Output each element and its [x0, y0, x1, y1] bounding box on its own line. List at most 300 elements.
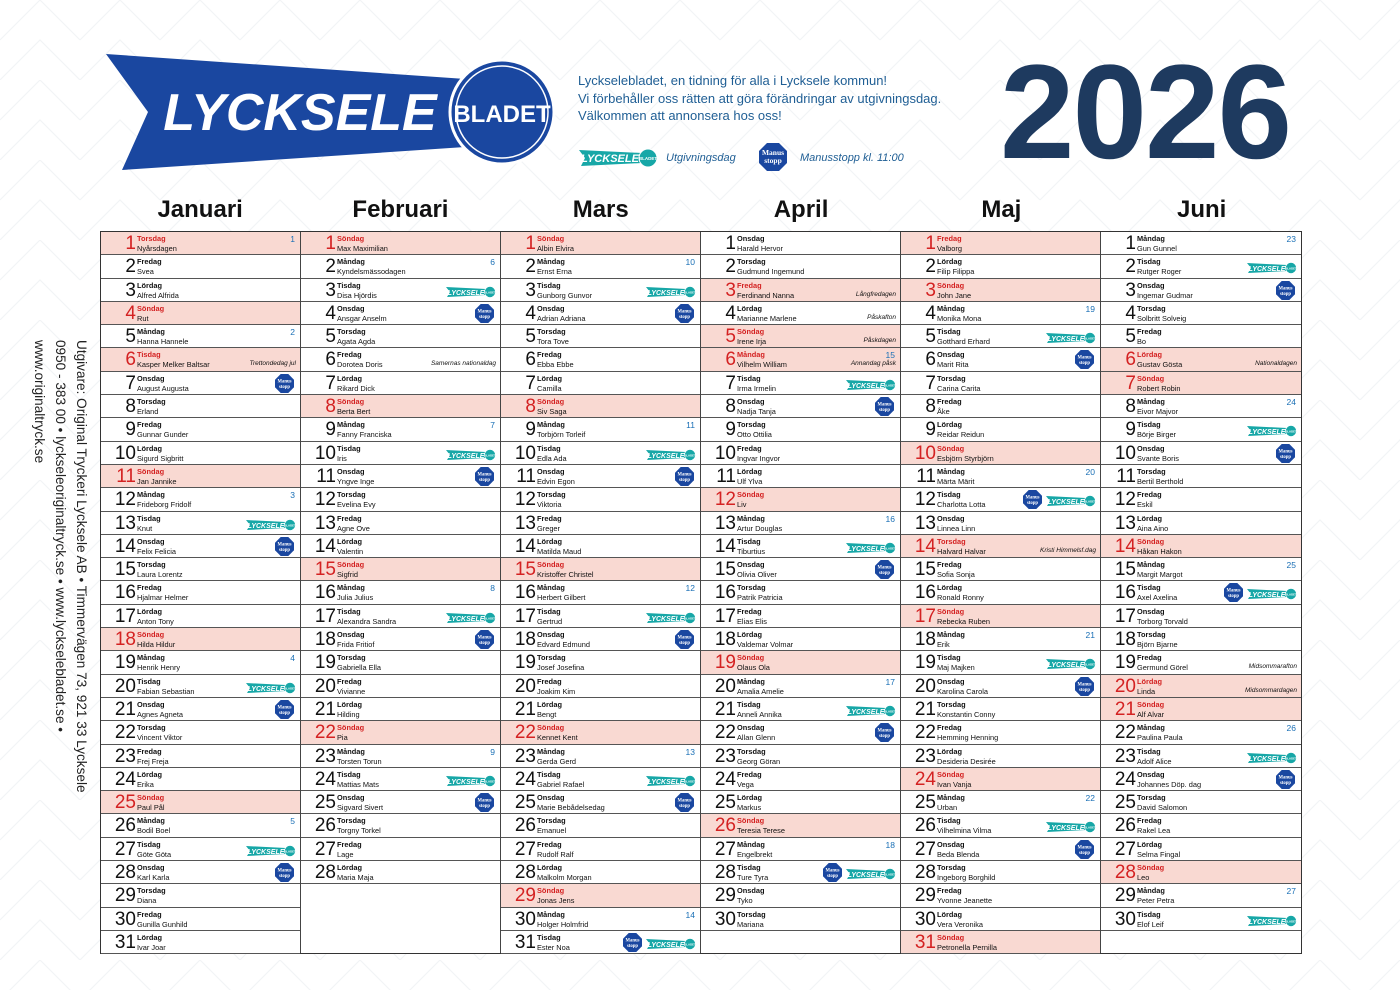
svg-text:LYCKSELE: LYCKSELE [847, 872, 885, 880]
week-number: 3 [290, 490, 295, 501]
name-day: Vilhelm William [737, 360, 787, 370]
svg-text:Manus: Manus [277, 705, 292, 711]
day-number: 14 [914, 535, 936, 557]
svg-text:BLADET: BLADET [1285, 266, 1297, 271]
name-day: Erika [137, 779, 154, 789]
svg-text:BLADET: BLADET [284, 686, 296, 691]
day-number: 6 [325, 349, 336, 371]
svg-text:BLADET: BLADET [884, 383, 896, 388]
weekday-label: Onsdag [537, 793, 565, 803]
svg-text:BLADET: BLADET [684, 453, 696, 458]
deadline-icon [1224, 583, 1243, 602]
info-line-2: Vi förbehåller oss rätten att göra förändringar av utgivningsdag. [578, 90, 942, 106]
weekday-label: Söndag [537, 560, 565, 570]
deadline-icon [275, 537, 294, 556]
day-number: 26 [714, 815, 736, 837]
day-number: 22 [314, 722, 336, 744]
weekday-label: Tisdag [937, 816, 961, 826]
day-cell [1101, 512, 1301, 535]
day-cell [101, 535, 300, 558]
day-cell [101, 768, 300, 791]
month-heading-juni: Juni [1176, 196, 1227, 223]
weekday-label: Tisdag [337, 606, 361, 616]
day-number: 20 [114, 675, 136, 697]
name-day: Adolf Alice [1137, 756, 1172, 766]
holiday-note: Midsommarafton [1248, 663, 1297, 671]
name-day: Olaus Ola [737, 663, 770, 673]
day-number: 1 [325, 233, 336, 254]
deadline-icon [875, 723, 894, 742]
weekday-label: Tisdag [737, 373, 761, 383]
week-number: 10 [685, 257, 695, 268]
day-cell [101, 675, 300, 698]
day-cell [701, 908, 900, 931]
day-cell [701, 348, 900, 371]
week-number: 21 [1085, 630, 1095, 641]
day-number: 2 [725, 256, 736, 278]
name-day: Edvard Edmund [537, 640, 590, 650]
month-column-januari [101, 232, 301, 953]
day-cell [1101, 884, 1301, 907]
publication-day-icon [1046, 820, 1096, 832]
name-day: Otto Ottilia [737, 430, 772, 440]
svg-text:stopp: stopp [278, 384, 291, 390]
holiday-note: Midsommardagen [1244, 686, 1297, 694]
weekday-label: Lördag [737, 303, 763, 313]
svg-text:BLADET: BLADET [884, 709, 896, 714]
day-number: 13 [714, 512, 736, 534]
weekday-label: Fredag [937, 397, 962, 407]
day-number: 26 [914, 815, 936, 837]
week-number: 11 [686, 420, 695, 431]
day-cell [1101, 279, 1301, 302]
info-line-1: Lyckselebladet, en tidning för alla i Lycksele kommun! [578, 73, 888, 88]
week-number: 22 [1085, 793, 1095, 804]
weekday-label: Tisdag [937, 490, 961, 500]
day-number: 31 [914, 931, 936, 953]
weekday-label: Söndag [1137, 863, 1165, 873]
weekday-label: Söndag [937, 932, 965, 942]
weekday-label: Lördag [1137, 839, 1163, 849]
name-day: Henrik Henry [137, 663, 181, 673]
name-day: Konstantin Conny [937, 709, 996, 719]
day-number: 22 [714, 722, 736, 744]
weekday-label: Fredag [937, 234, 962, 243]
name-day: Alf Alvar [1137, 709, 1165, 719]
publisher-address: Utgivare: Original Tryckeri Lycksele AB • Timmervägen 73, 921 33 Lycksele [74, 340, 89, 793]
deadline-icon [875, 560, 894, 579]
weekday-label: Onsdag [1137, 769, 1165, 779]
name-day: Kasper Melker Baltsar [137, 360, 210, 370]
name-day: Maj Majken [937, 663, 975, 673]
svg-text:LYCKSELE: LYCKSELE [247, 685, 285, 693]
day-cell [501, 442, 700, 465]
name-day: Kyndelsmässodagen [337, 267, 406, 277]
day-cell [501, 838, 700, 861]
deadline-icon [275, 700, 294, 719]
day-cell [901, 512, 1100, 535]
name-day: Torsten Torun [337, 756, 382, 766]
name-day: Håkan Hakon [1137, 546, 1182, 556]
day-number: 9 [725, 419, 736, 441]
weekday-label: Lördag [937, 583, 963, 593]
day-number: 10 [514, 442, 536, 464]
publication-day-icon [1046, 331, 1096, 343]
weekday-label: Måndag [937, 793, 965, 803]
day-cell [901, 395, 1100, 418]
name-day: Knut [137, 523, 153, 533]
day-number: 19 [714, 652, 736, 674]
day-number: 8 [525, 396, 536, 418]
name-day: Agne Ove [337, 523, 370, 533]
info-text [578, 72, 978, 125]
svg-text:Manus: Manus [477, 798, 492, 804]
day-number: 11 [716, 465, 736, 487]
weekday-label: Måndag [137, 653, 165, 663]
day-cell [501, 768, 700, 791]
day-cell [101, 698, 300, 721]
name-day: Hjalmar Helmer [137, 593, 189, 603]
day-cell [501, 861, 700, 884]
name-day: Esbjörn Styrbjörn [937, 453, 994, 463]
day-number: 15 [514, 559, 536, 581]
name-day: Diana [137, 896, 157, 906]
svg-text:Manus: Manus [825, 868, 840, 874]
day-cell [1101, 698, 1301, 721]
svg-text:BLADET: BLADET [1084, 499, 1096, 504]
svg-text:BLADET: BLADET [1285, 592, 1297, 597]
weekday-label: Fredag [1137, 327, 1162, 337]
day-cell [1101, 465, 1301, 488]
holiday-note: Kristi Himmelsf.dag [1040, 546, 1096, 554]
day-number: 8 [925, 396, 936, 418]
month-heading-maj: Maj [981, 196, 1022, 223]
day-number: 24 [514, 768, 536, 790]
name-day: Gunnar Gunder [137, 430, 189, 440]
weekday-label: Fredag [137, 583, 162, 593]
day-number: 13 [914, 512, 936, 534]
day-cell [101, 861, 300, 884]
day-number: 30 [114, 908, 136, 930]
name-day: Björn Bjarne [1137, 640, 1178, 650]
day-cell [501, 418, 700, 441]
week-number: 25 [1286, 560, 1296, 571]
day-cell [701, 675, 900, 698]
week-number: 15 [885, 350, 895, 361]
weekday-label: Fredag [1137, 490, 1162, 500]
svg-text:Manus: Manus [877, 728, 892, 734]
day-number: 22 [114, 722, 136, 744]
weekday-label: Onsdag [137, 536, 165, 546]
publication-day-icon [646, 448, 696, 460]
day-cell [901, 931, 1100, 954]
weekday-label: Söndag [337, 723, 365, 733]
day-cell [101, 418, 300, 441]
weekday-label: Onsdag [737, 234, 765, 243]
day-number: 24 [1114, 768, 1136, 790]
weekday-label: Torsdag [1137, 630, 1166, 640]
day-cell [1101, 232, 1301, 255]
publication-day-icon [1046, 494, 1096, 506]
day-number: 17 [514, 605, 536, 627]
day-cell [901, 698, 1100, 721]
day-number: 7 [925, 372, 936, 394]
name-day: Jonas Jens [537, 896, 575, 906]
svg-text:Manus: Manus [277, 379, 292, 385]
day-cell [901, 372, 1100, 395]
day-number: 24 [914, 768, 936, 790]
week-number: 18 [885, 839, 895, 850]
weekday-label: Måndag [337, 746, 365, 756]
weekday-label: Tisdag [1137, 583, 1161, 593]
weekday-label: Söndag [537, 723, 565, 733]
weekday-label: Söndag [137, 630, 165, 640]
day-number: 24 [114, 768, 136, 790]
svg-text:BLADET: BLADET [684, 290, 696, 295]
svg-text:Manus: Manus [477, 635, 492, 641]
name-day: Torborg Torvald [1137, 616, 1188, 626]
weekday-label: Söndag [737, 816, 765, 826]
day-cell [301, 675, 500, 698]
svg-text:LYCKSELE: LYCKSELE [1047, 662, 1085, 670]
day-cell [701, 884, 900, 907]
weekday-label: Lördag [337, 373, 363, 383]
weekday-label: Måndag [137, 327, 165, 337]
weekday-label: Onsdag [137, 863, 165, 873]
month-heading-mars: Mars [572, 196, 629, 223]
day-cell [701, 512, 900, 535]
day-number: 4 [725, 302, 736, 324]
day-cell [101, 745, 300, 768]
weekday-label: Måndag [1137, 886, 1165, 896]
deadline-badge-icon [758, 142, 788, 172]
publication-day-icon [846, 704, 896, 716]
day-cell [901, 814, 1100, 837]
svg-text:LYCKSELE: LYCKSELE [1248, 918, 1286, 926]
publication-day-icon [446, 448, 496, 460]
weekday-label: Måndag [137, 816, 165, 826]
weekday-label: Onsdag [537, 303, 565, 313]
publication-day-icon [1247, 261, 1297, 273]
day-cell [901, 302, 1100, 325]
day-number: 25 [314, 792, 336, 814]
day-cell [701, 791, 900, 814]
day-cell [501, 745, 700, 768]
day-number: 22 [514, 722, 536, 744]
svg-text:LYCKSELE: LYCKSELE [581, 153, 639, 165]
svg-text:LYCKSELE: LYCKSELE [1047, 336, 1085, 344]
day-number: 2 [1125, 256, 1136, 278]
name-day: Olivia Oliver [737, 570, 777, 580]
svg-text:BLADET: BLADET [1084, 662, 1096, 667]
name-day: Valborg [937, 244, 962, 253]
day-cell [101, 348, 300, 371]
weekday-label: Tisdag [337, 443, 361, 453]
day-cell [101, 791, 300, 814]
name-day: Ester Noa [537, 942, 570, 952]
day-cell [1101, 745, 1301, 768]
day-number: 26 [314, 815, 336, 837]
svg-text:stopp: stopp [478, 477, 491, 483]
name-day: Linda [1137, 686, 1156, 696]
weekday-label: Lördag [137, 280, 163, 290]
weekday-label: Söndag [137, 793, 165, 803]
weekday-label: Onsdag [537, 466, 565, 476]
name-day: Mattias Mats [337, 779, 379, 789]
name-day: Ansgar Anselm [337, 313, 387, 323]
day-cell [701, 558, 900, 581]
deadline-icon [1075, 350, 1094, 369]
day-number: 11 [1116, 465, 1136, 487]
day-number: 28 [1114, 862, 1136, 884]
name-day: Börje Birger [1137, 430, 1177, 440]
publication-day-icon [1046, 657, 1096, 669]
day-number: 25 [914, 792, 936, 814]
weekday-label: Torsdag [337, 490, 366, 500]
name-day: Aina Aino [1137, 523, 1169, 533]
day-cell [701, 232, 900, 255]
week-number: 12 [685, 583, 695, 594]
day-cell [301, 838, 500, 861]
day-number: 6 [725, 349, 736, 371]
weekday-label: Onsdag [337, 466, 365, 476]
name-day: Linnea Linn [937, 523, 976, 533]
name-day: Fabian Sebastian [137, 686, 195, 696]
day-number: 10 [1114, 442, 1136, 464]
name-day: Dorotea Doris [337, 360, 383, 370]
name-day: Paulina Paula [1137, 733, 1183, 743]
weekday-label: Söndag [1137, 373, 1165, 383]
day-number: 5 [525, 326, 536, 348]
svg-text:BLADET: BLADET [684, 779, 696, 784]
svg-text:stopp: stopp [478, 314, 491, 320]
svg-text:stopp: stopp [826, 873, 839, 879]
day-cell [901, 605, 1100, 628]
name-day: Maria Maja [337, 873, 374, 883]
name-day: Matilda Maud [537, 546, 582, 556]
calendar-grid [100, 231, 1302, 954]
weekday-label: Onsdag [1137, 606, 1165, 616]
day-number: 3 [725, 279, 736, 301]
svg-text:LYCKSELE: LYCKSELE [647, 615, 685, 623]
weekday-label: Lördag [737, 793, 763, 803]
day-cell [501, 372, 700, 395]
svg-text:LYCKSELE: LYCKSELE [247, 848, 285, 856]
name-day: Margit Margot [1137, 570, 1183, 580]
day-number: 16 [114, 582, 136, 604]
day-cell [1101, 768, 1301, 791]
month-column-februari [301, 232, 501, 953]
weekday-label: Torsdag [537, 327, 566, 337]
name-day: Anton Tony [137, 616, 174, 626]
day-number: 11 [116, 465, 136, 487]
day-number: 5 [325, 326, 336, 348]
svg-text:LYCKSELE: LYCKSELE [1248, 592, 1286, 600]
day-cell [1101, 814, 1301, 837]
weekday-label: Torsdag [737, 909, 766, 919]
name-day: Jan Jannike [137, 476, 177, 486]
holiday-note: Nationaldagen [1255, 360, 1297, 368]
day-number: 31 [114, 931, 136, 953]
day-number: 18 [314, 629, 336, 651]
deadline-icon [1075, 677, 1094, 696]
day-number: 2 [325, 256, 336, 278]
day-number: 17 [714, 605, 736, 627]
day-cell [301, 302, 500, 325]
name-day: Emanuel [537, 826, 567, 836]
day-number: 29 [714, 885, 736, 907]
weekday-label: Söndag [137, 466, 165, 476]
name-day: Hemming Henning [937, 733, 999, 743]
svg-text:stopp: stopp [1026, 501, 1039, 507]
day-cell [501, 814, 700, 837]
day-number: 21 [514, 698, 536, 720]
weekday-label: Torsdag [937, 699, 966, 709]
name-day: Peter Petra [1137, 896, 1175, 906]
name-day: Selma Fingal [1137, 849, 1181, 859]
day-number: 12 [514, 489, 536, 511]
day-number: 4 [325, 302, 336, 324]
weekday-label: Fredag [1137, 816, 1162, 826]
day-cell [701, 535, 900, 558]
weekday-label: Lördag [1137, 513, 1163, 523]
day-cell [501, 465, 700, 488]
name-day: Sigurd Sigbritt [137, 453, 184, 463]
week-number: 14 [685, 909, 695, 920]
weekday-label: Söndag [537, 234, 565, 243]
publication-day-icon [1247, 587, 1297, 599]
month-column-mars [501, 232, 701, 953]
day-cell [301, 279, 500, 302]
day-cell [901, 768, 1100, 791]
day-cell [901, 558, 1100, 581]
weekday-label: Söndag [737, 327, 765, 337]
publication-day-icon [446, 774, 496, 786]
publication-logo-icon [578, 148, 658, 168]
day-number: 24 [714, 768, 736, 790]
weekday-label: Onsdag [937, 513, 965, 523]
weekday-label: Torsdag [937, 863, 966, 873]
weekday-label: Måndag [737, 350, 765, 360]
weekday-label: Onsdag [737, 397, 765, 407]
name-day: Svante Boris [1137, 453, 1179, 463]
week-number: 23 [1286, 234, 1296, 244]
month-column-juni [1101, 232, 1301, 953]
day-cell [101, 325, 300, 348]
name-day: Alfred Alfrida [137, 290, 179, 300]
day-cell [1101, 558, 1301, 581]
day-number: 30 [514, 908, 536, 930]
day-number: 2 [925, 256, 936, 278]
day-number: 4 [1125, 302, 1136, 324]
name-day: Gunilla Gunhild [137, 919, 188, 929]
name-day: Agata Agda [337, 337, 376, 347]
day-number: 18 [914, 629, 936, 651]
name-day: Paul Pål [137, 803, 165, 813]
weekday-label: Måndag [537, 583, 565, 593]
name-day: Frida Fritiof [337, 640, 375, 650]
name-day: Holger Holmfrid [537, 919, 589, 929]
day-cell [1101, 605, 1301, 628]
name-day: Frej Freja [137, 756, 169, 766]
svg-text:BLADET: BLADET [284, 849, 296, 854]
weekday-label: Lördag [737, 466, 763, 476]
week-number: 19 [1085, 303, 1095, 314]
day-number: 7 [1125, 372, 1136, 394]
name-day: Liv [737, 500, 747, 510]
svg-text:stopp: stopp [1279, 780, 1292, 786]
day-number: 17 [1114, 605, 1136, 627]
